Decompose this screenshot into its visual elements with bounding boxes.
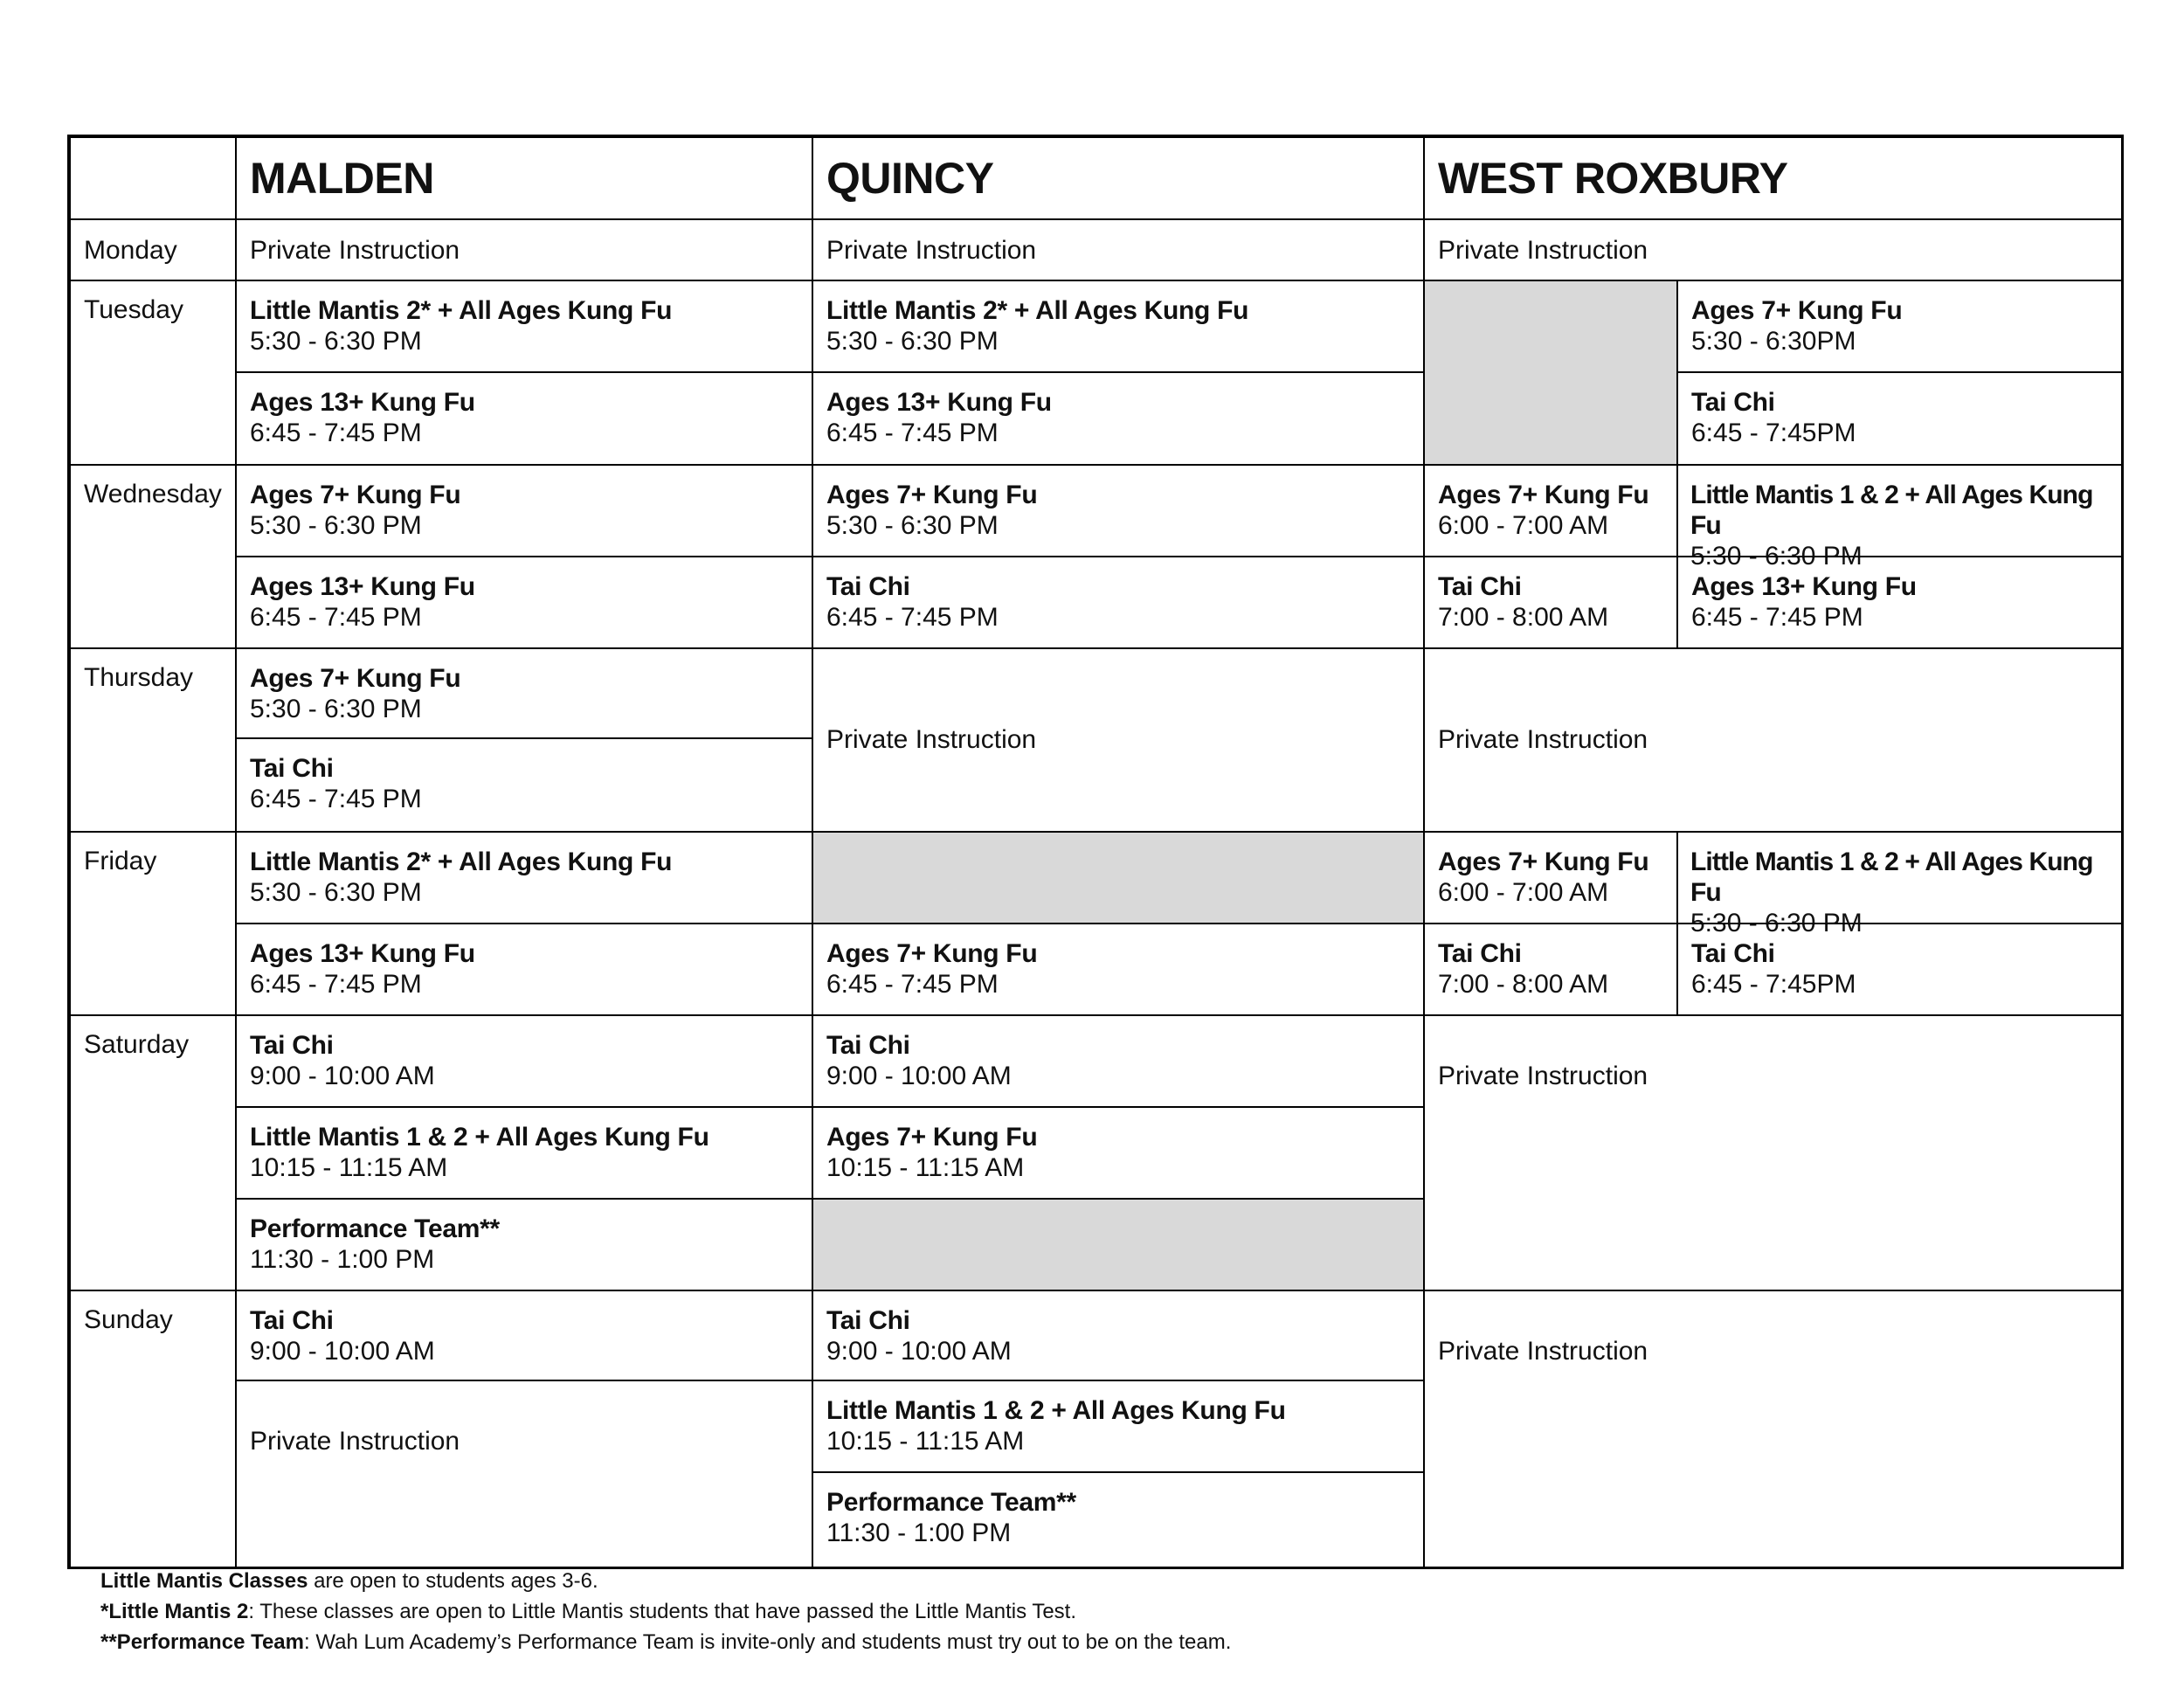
day-label-wednesday: Wednesday xyxy=(70,465,236,648)
quincy-wednesday-class-2 xyxy=(812,557,1424,648)
westroxbury-wednesday-class-4 xyxy=(1677,557,2124,648)
quincy-tuesday-class-2 xyxy=(812,372,1424,465)
footnote-text: : These classes are open to Little Mantis students that have passed the Little Mantis Test. xyxy=(248,1600,1077,1623)
class-title: Little Mantis 1 & 2 + All Ages Kung Fu xyxy=(250,1123,709,1152)
class-time: 6:45 - 7:45 PM xyxy=(250,603,422,632)
column-header-quincy: QUINCY xyxy=(812,137,1424,219)
quincy-saturday-class-2 xyxy=(812,1107,1424,1199)
day-label-saturday: Saturday xyxy=(70,1015,236,1290)
class-title: Tai Chi xyxy=(250,754,334,783)
class-time: 10:15 - 11:15 AM xyxy=(826,1427,1025,1456)
footnote-bold: **Performance Team xyxy=(100,1630,304,1654)
class-time: 9:00 - 10:00 AM xyxy=(250,1337,435,1366)
westroxbury-wednesday-class-3 xyxy=(1677,465,2124,571)
malden-tuesday-class-2 xyxy=(236,372,812,465)
malden-wednesday-class-2 xyxy=(236,557,812,648)
westroxbury-tuesday-empty xyxy=(1424,280,1677,465)
class-time: 5:30 - 6:30 PM xyxy=(826,327,999,356)
class-title: Ages 7+ Kung Fu xyxy=(1691,296,1903,325)
class-title: Ages 7+ Kung Fu xyxy=(826,1123,1038,1152)
westroxbury-thursday-private: Private Instruction xyxy=(1424,648,2124,832)
class-title: Ages 13+ Kung Fu xyxy=(250,939,475,968)
quincy-friday-class-1 xyxy=(812,924,1424,1015)
quincy-tuesday-class-1 xyxy=(812,280,1424,372)
class-time: 6:45 - 7:45 PM xyxy=(250,970,422,999)
class-title: Ages 13+ Kung Fu xyxy=(1691,572,1917,601)
class-time: 5:30 - 6:30 PM xyxy=(826,511,999,540)
class-title: Tai Chi xyxy=(250,1031,334,1060)
class-time: 5:30 - 6:30 PM xyxy=(250,511,422,540)
class-time: 7:00 - 8:00 AM xyxy=(1438,603,1609,632)
footnote-little-mantis xyxy=(100,1566,2110,1596)
footnote-bold: *Little Mantis 2 xyxy=(100,1600,249,1623)
class-title: Tai Chi xyxy=(1438,572,1522,601)
class-title: Ages 7+ Kung Fu xyxy=(250,664,461,693)
malden-saturday-class-3 xyxy=(236,1199,812,1290)
class-title: Tai Chi xyxy=(1438,939,1522,968)
class-title: Little Mantis 1 & 2 + All Ages Kung Fu xyxy=(826,1396,1286,1425)
class-time: 9:00 - 10:00 AM xyxy=(826,1337,1012,1366)
class-title: Ages 7+ Kung Fu xyxy=(1438,847,1649,876)
footnotes xyxy=(100,1566,2110,1657)
class-time: 6:45 - 7:45PM xyxy=(1691,419,1856,447)
class-time: 10:15 - 11:15 AM xyxy=(826,1153,1025,1182)
quincy-friday-empty xyxy=(812,832,1424,924)
class-title: Little Mantis 2* + All Ages Kung Fu xyxy=(826,296,1249,325)
class-title: Tai Chi xyxy=(826,1031,910,1060)
class-time: 6:45 - 7:45 PM xyxy=(826,603,999,632)
westroxbury-tuesday-class-1 xyxy=(1677,280,2124,372)
malden-friday-class-2 xyxy=(236,924,812,1015)
malden-monday-private: Private Instruction xyxy=(236,219,812,280)
class-time: 11:30 - 1:00 PM xyxy=(826,1519,1012,1547)
class-time: 5:30 - 6:30 PM xyxy=(1690,909,1863,937)
malden-thursday-class-2 xyxy=(236,738,812,832)
class-title: Little Mantis 1 & 2 + All Ages Kung Fu xyxy=(1690,847,2093,907)
class-title: Ages 7+ Kung Fu xyxy=(826,481,1038,509)
quincy-saturday-empty xyxy=(812,1199,1424,1290)
class-title: Performance Team** xyxy=(826,1488,1076,1517)
class-title: Little Mantis 2* + All Ages Kung Fu xyxy=(250,296,673,325)
day-label-friday: Friday xyxy=(70,832,236,1015)
class-time: 6:45 - 7:45 PM xyxy=(826,419,999,447)
westroxbury-monday-private: Private Instruction xyxy=(1424,219,2124,280)
class-time: 5:30 - 6:30 PM xyxy=(250,878,422,907)
class-time: 5:30 - 6:30 PM xyxy=(1690,542,1863,571)
column-header-west-roxbury: WEST ROXBURY xyxy=(1424,137,2124,219)
footnote-text: : Wah Lum Academy’s Performance Team is invite-only and students must try out to be on the team. xyxy=(304,1630,1232,1654)
quincy-sunday-class-3 xyxy=(812,1472,1424,1569)
class-time: 6:45 - 7:45PM xyxy=(1691,970,1856,999)
class-time: 5:30 - 6:30PM xyxy=(1691,327,1856,356)
class-time: 5:30 - 6:30 PM xyxy=(250,327,422,356)
class-title: Ages 7+ Kung Fu xyxy=(250,481,461,509)
malden-thursday-class-1 xyxy=(236,648,812,738)
class-time: 11:30 - 1:00 PM xyxy=(250,1245,435,1274)
class-title: Tai Chi xyxy=(250,1306,334,1335)
class-title: Ages 7+ Kung Fu xyxy=(826,939,1038,968)
class-time: 9:00 - 10:00 AM xyxy=(250,1062,435,1090)
quincy-thursday-private: Private Instruction xyxy=(812,648,1424,832)
class-time: 9:00 - 10:00 AM xyxy=(826,1062,1012,1090)
day-label-sunday: Sunday xyxy=(70,1290,236,1569)
class-time: 6:45 - 7:45 PM xyxy=(250,785,422,813)
class-title: Tai Chi xyxy=(1691,939,1775,968)
footnote-bold: Little Mantis Classes xyxy=(100,1569,308,1593)
class-time: 5:30 - 6:30 PM xyxy=(250,695,422,723)
quincy-monday-private: Private Instruction xyxy=(812,219,1424,280)
westroxbury-tuesday-class-2 xyxy=(1677,372,2124,465)
header-corner-cell xyxy=(70,137,236,219)
class-title: Ages 7+ Kung Fu xyxy=(1438,481,1649,509)
westroxbury-friday-class-3 xyxy=(1677,832,2124,937)
malden-tuesday-class-1 xyxy=(236,280,812,372)
malden-friday-class-1 xyxy=(236,832,812,924)
westroxbury-friday-class-2 xyxy=(1424,924,1677,1015)
class-title: Ages 13+ Kung Fu xyxy=(826,388,1052,417)
malden-wednesday-class-1 xyxy=(236,465,812,557)
footnote-text: are open to students ages 3-6. xyxy=(308,1569,598,1593)
class-time: 6:45 - 7:45 PM xyxy=(1691,603,1863,632)
column-header-malden: MALDEN xyxy=(236,137,812,219)
day-label-thursday: Thursday xyxy=(70,648,236,832)
quincy-wednesday-class-1 xyxy=(812,465,1424,557)
footnote-performance-team xyxy=(100,1627,2110,1657)
class-title: Little Mantis 2* + All Ages Kung Fu xyxy=(250,847,673,876)
class-title: Little Mantis 1 & 2 + All Ages Kung Fu xyxy=(1690,481,2093,540)
class-title: Tai Chi xyxy=(1691,388,1775,417)
malden-saturday-class-1 xyxy=(236,1015,812,1107)
westroxbury-wednesday-class-2 xyxy=(1424,557,1677,648)
westroxbury-friday-class-1 xyxy=(1424,832,1677,924)
malden-sunday-class-1 xyxy=(236,1290,812,1380)
malden-saturday-class-2 xyxy=(236,1107,812,1199)
class-time: 7:00 - 8:00 AM xyxy=(1438,970,1609,999)
malden-sunday-private: Private Instruction xyxy=(236,1380,812,1569)
class-time: 6:00 - 7:00 AM xyxy=(1438,878,1609,907)
westroxbury-saturday-private: Private Instruction xyxy=(1424,1015,2124,1290)
quincy-saturday-class-1 xyxy=(812,1015,1424,1107)
class-title: Tai Chi xyxy=(826,1306,910,1335)
westroxbury-wednesday-class-1 xyxy=(1424,465,1677,557)
westroxbury-sunday-private: Private Instruction xyxy=(1424,1290,2124,1569)
class-title: Ages 13+ Kung Fu xyxy=(250,388,475,417)
quincy-sunday-class-1 xyxy=(812,1290,1424,1380)
class-time: 6:45 - 7:45 PM xyxy=(826,970,999,999)
class-time: 6:45 - 7:45 PM xyxy=(250,419,422,447)
class-title: Ages 13+ Kung Fu xyxy=(250,572,475,601)
westroxbury-friday-class-4 xyxy=(1677,924,2124,1015)
day-label-monday: Monday xyxy=(70,219,236,280)
day-label-tuesday: Tuesday xyxy=(70,280,236,465)
class-time: 6:00 - 7:00 AM xyxy=(1438,511,1609,540)
class-title: Performance Team** xyxy=(250,1214,500,1243)
schedule-table xyxy=(67,135,2124,1569)
class-time: 10:15 - 11:15 AM xyxy=(250,1153,448,1182)
class-title: Tai Chi xyxy=(826,572,910,601)
footnote-little-mantis-2 xyxy=(100,1596,2110,1627)
quincy-sunday-class-2 xyxy=(812,1380,1424,1472)
